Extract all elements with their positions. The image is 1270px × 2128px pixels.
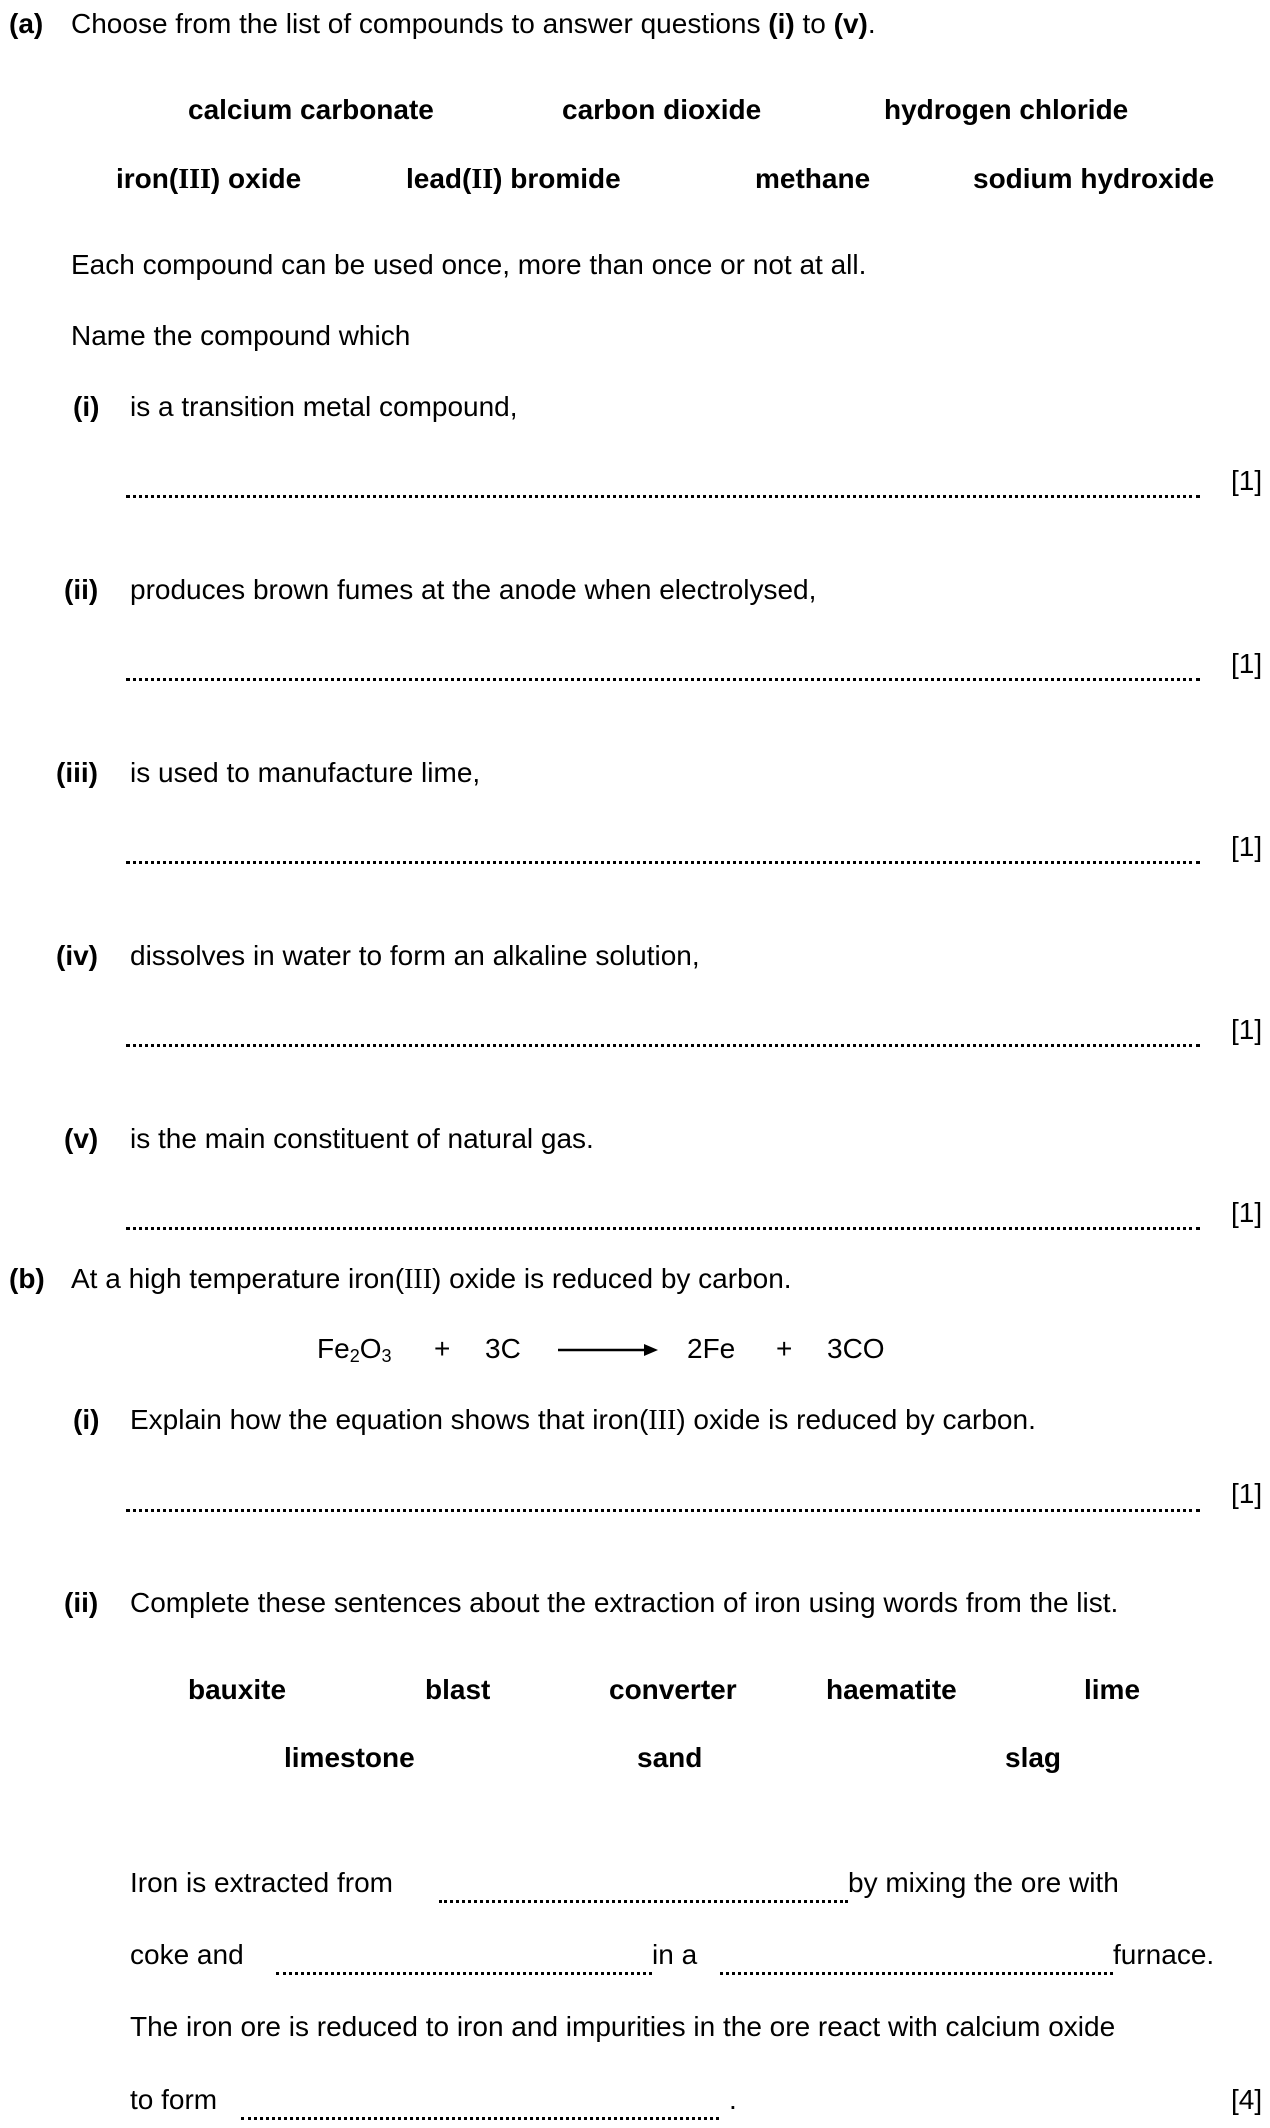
question-number: (v) [64, 1123, 99, 1154]
word-option: sand [637, 1742, 703, 1773]
question-text: produces brown fumes at the anode when electrolysed, [130, 574, 817, 605]
answer-line[interactable] [126, 1044, 1200, 1047]
part-b-intro: At a high temperature iron(III) oxide is reduced by carbon. [71, 1263, 792, 1295]
word-option: converter [609, 1674, 737, 1705]
part-a-label: (a) [9, 8, 44, 39]
answer-line[interactable] [126, 1509, 1200, 1512]
word-option: blast [425, 1674, 491, 1705]
question-prompt: Name the compound which [71, 320, 411, 351]
compound-option: iron(III) oxide [116, 163, 302, 195]
word-option: limestone [284, 1742, 415, 1773]
product-iron: 2Fe [687, 1333, 736, 1364]
reactant-iron-oxide: $Fe_2O_3$ [317, 1333, 392, 1366]
plus-sign: + [434, 1333, 451, 1364]
sentence-text: Iron is extracted from [130, 1867, 393, 1898]
compound-option: methane [755, 163, 871, 194]
question-text: is a transition metal compound, [130, 391, 518, 422]
plus-sign: + [776, 1333, 793, 1364]
mark-allocation: [1] [1231, 1014, 1263, 1045]
blank-furnace-type[interactable] [720, 1972, 1113, 1975]
question-text: is the main constituent of natural gas. [130, 1123, 594, 1154]
answer-line[interactable] [126, 678, 1200, 681]
part-b-label: (b) [9, 1263, 45, 1294]
question-number: (ii) [64, 1587, 99, 1618]
mark-allocation: [1] [1231, 1478, 1263, 1509]
sentence-text: by mixing the ore with [848, 1867, 1119, 1898]
question-text: is used to manufacture lime, [130, 757, 481, 788]
compound-option: lead(II) bromide [406, 163, 621, 195]
reaction-arrow-icon [556, 1340, 660, 1360]
question-text: dissolves in water to form an alkaline solution, [130, 940, 700, 971]
mark-allocation: [1] [1231, 831, 1263, 862]
reactant-carbon: 3C [485, 1333, 521, 1364]
question-number: (iii) [56, 757, 98, 788]
answer-line[interactable] [126, 1227, 1200, 1230]
product-carbon-monoxide: 3CO [827, 1333, 885, 1364]
question-text: Explain how the equation shows that iron(III) oxide is reduced by carbon. [130, 1404, 1036, 1436]
compound-option: hydrogen chloride [884, 94, 1129, 125]
mark-allocation: [1] [1231, 465, 1263, 496]
question-text: Complete these sentences about the extraction of iron using words from the list. [130, 1587, 1119, 1618]
sentence-text: furnace. [1113, 1939, 1215, 1970]
blank-ore[interactable] [439, 1900, 848, 1903]
question-number: (ii) [64, 574, 99, 605]
sentence-text: to form [130, 2084, 218, 2115]
question-number: (i) [73, 1404, 100, 1435]
question-number: (i) [73, 391, 100, 422]
sentence-text: coke and [130, 1939, 244, 1970]
compound-option: calcium carbonate [188, 94, 434, 125]
word-option: lime [1084, 1674, 1141, 1705]
word-option: haematite [826, 1674, 957, 1705]
answer-line[interactable] [126, 495, 1200, 498]
usage-note: Each compound can be used once, more than once or not at all. [71, 249, 867, 280]
blank-additive[interactable] [276, 1972, 652, 1975]
mark-allocation: [4] [1231, 2084, 1263, 2115]
sentence-text: in a [652, 1939, 698, 1970]
mark-allocation: [1] [1231, 1197, 1263, 1228]
compound-option: carbon dioxide [562, 94, 762, 125]
blank-impurity-product[interactable] [241, 2117, 719, 2120]
word-option: slag [1005, 1742, 1062, 1773]
word-option: bauxite [188, 1674, 287, 1705]
part-a-instruction: Choose from the list of compounds to answer questions (i) to (v). [71, 8, 876, 39]
question-number: (iv) [56, 940, 98, 971]
compound-option: sodium hydroxide [973, 163, 1215, 194]
sentence-text: The iron ore is reduced to iron and impurities in the ore react with calcium oxide [130, 2011, 1116, 2042]
mark-allocation: [1] [1231, 648, 1263, 679]
answer-line[interactable] [126, 861, 1200, 864]
sentence-text: . [729, 2084, 737, 2115]
